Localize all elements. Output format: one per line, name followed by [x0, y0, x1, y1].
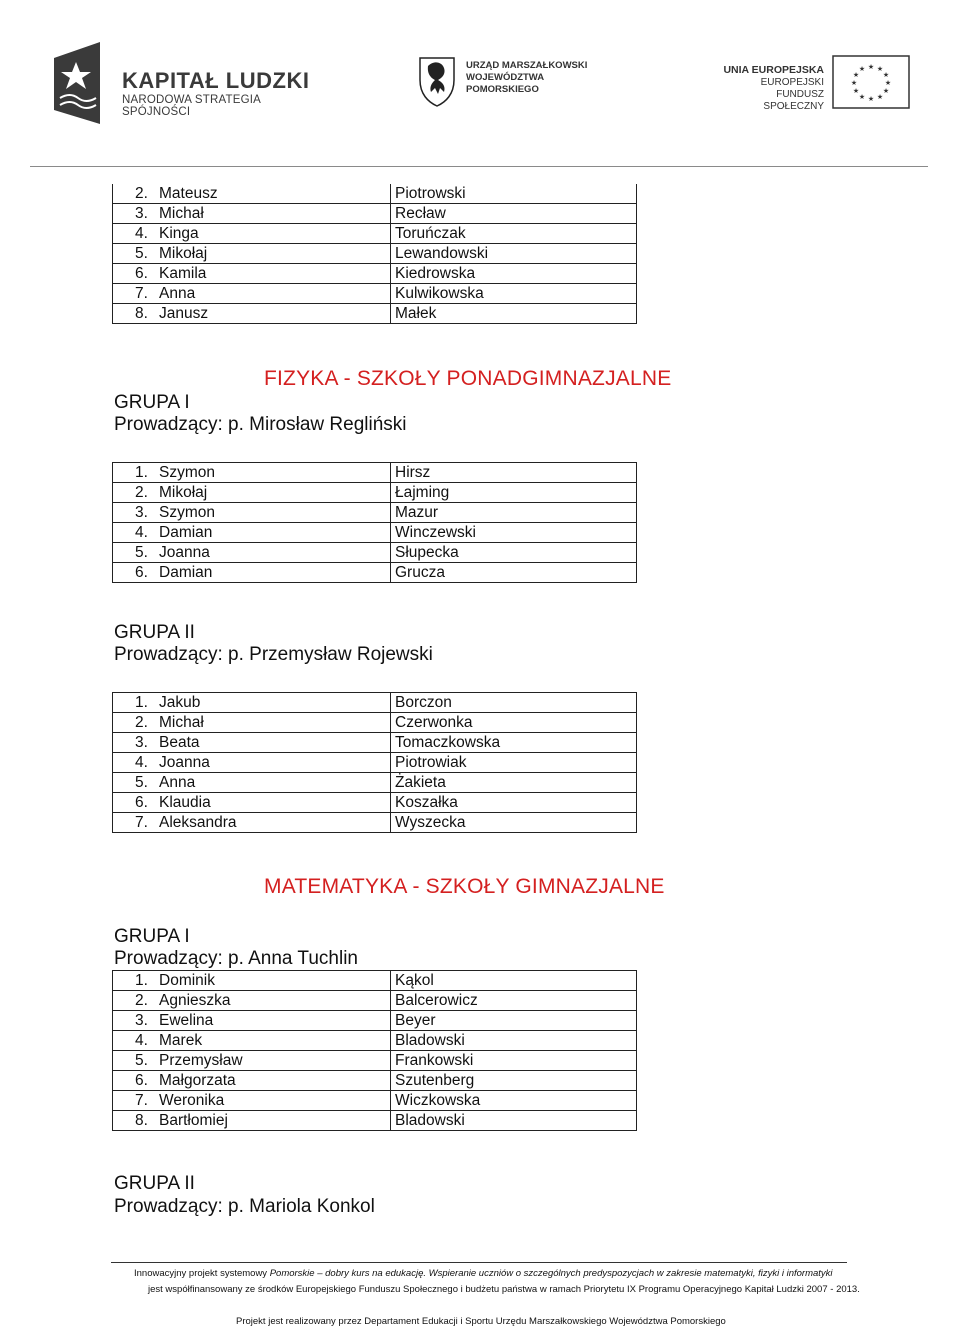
footer-line1 [134, 1268, 833, 1279]
last-name: Kiedrowska [391, 264, 637, 284]
first-name-cell [113, 1031, 391, 1051]
matematyka-group1-label: GRUPA I [114, 926, 190, 947]
first-name: Agnieszka [159, 992, 231, 1009]
first-name: Aleksandra [159, 814, 237, 831]
table-row [113, 184, 637, 204]
table-row [113, 224, 637, 244]
last-name: Toruńczak [391, 224, 637, 244]
first-name-cell [113, 184, 391, 204]
first-name-cell [113, 543, 391, 563]
table-row [113, 1071, 637, 1091]
row-number: 3. [135, 1012, 148, 1029]
svg-text:★: ★ [867, 95, 875, 103]
first-name-cell [113, 503, 391, 523]
matematyka-group1-table [112, 970, 637, 1131]
first-name: Joanna [159, 754, 210, 771]
table-row [113, 1111, 637, 1131]
first-name-cell [113, 1091, 391, 1111]
first-name-cell [113, 483, 391, 503]
first-name: Mikołaj [159, 484, 208, 501]
first-name: Dominik [159, 972, 215, 989]
first-name-cell [113, 753, 391, 773]
first-name: Jakub [159, 694, 201, 711]
svg-text:★: ★ [858, 65, 866, 73]
urzad-line1: URZĄD MARSZAŁKOWSKI [466, 60, 588, 71]
table-row [113, 463, 637, 483]
last-name: Tomaczkowska [391, 733, 637, 753]
row-number: 4. [135, 1032, 148, 1049]
first-name-cell [113, 304, 391, 324]
header-divider [30, 166, 928, 167]
row-number: 7. [135, 814, 148, 831]
urzad-line2: WOJEWÓDZTWA POMORSKIEGO [466, 72, 544, 95]
footer-line3: Projekt jest realizowany przez Departament Edukacji i Sportu Urzędu Marszałkowskiego Województwa Pomorskiego [236, 1316, 726, 1327]
first-name-cell [113, 713, 391, 733]
first-name: Anna [159, 774, 196, 791]
last-name: Lewandowski [391, 244, 637, 264]
table-row [113, 304, 637, 324]
last-name: Grucza [391, 563, 637, 583]
row-number: 1. [135, 694, 148, 711]
first-name: Małgorzata [159, 1072, 236, 1089]
first-name-cell [113, 204, 391, 224]
table-row [113, 204, 637, 224]
last-name: Mazur [391, 503, 637, 523]
first-name: Marek [159, 1032, 203, 1049]
last-name: Balcerowicz [391, 991, 637, 1011]
row-number: 8. [135, 1112, 148, 1129]
last-name: Beyer [391, 1011, 637, 1031]
last-name: Bladowski [391, 1031, 637, 1051]
first-name: Mikołaj [159, 245, 208, 262]
first-name-cell [113, 1051, 391, 1071]
svg-text:★: ★ [884, 79, 892, 87]
footer-divider [111, 1262, 847, 1263]
header [0, 0, 960, 170]
last-name: Koszałka [391, 793, 637, 813]
kapital-ludzki-logo [48, 40, 318, 130]
svg-text:★: ★ [867, 63, 875, 71]
fizyka-group2-table [112, 692, 637, 833]
table-row [113, 991, 637, 1011]
first-name: Kinga [159, 225, 199, 242]
row-number: 5. [135, 544, 148, 561]
first-name: Beata [159, 734, 200, 751]
last-name: Szutenberg [391, 1071, 637, 1091]
first-name: Janusz [159, 305, 209, 322]
first-name: Michał [159, 714, 204, 731]
last-name: Wiczkowska [391, 1091, 637, 1111]
table-row [113, 753, 637, 773]
table-row [113, 733, 637, 753]
ue-line3: FUNDUSZ SPOŁECZNY [763, 89, 824, 112]
table-row [113, 693, 637, 713]
eu-flag-icon [832, 55, 910, 109]
row-number: 2. [135, 185, 148, 202]
last-name: Piotrowski [391, 184, 637, 204]
kapital-ludzki-subtitle: NARODOWA STRATEGIA SPÓJNOŚCI [122, 94, 261, 118]
footer-line1-project: Pomorskie – dobry kurs na edukację. Wspieranie uczniów o szczególnych predyspozycjach w zakresie matematyki, fizyki i informatyki [269, 1268, 833, 1279]
last-name: Piotrowiak [391, 753, 637, 773]
last-name: Słupecka [391, 543, 637, 563]
last-name: Czerwonka [391, 713, 637, 733]
first-name: Damian [159, 564, 213, 581]
row-number: 6. [135, 265, 148, 282]
first-name: Michał [159, 205, 204, 222]
last-name: Recław [391, 204, 637, 224]
row-number: 6. [135, 564, 148, 581]
first-name-cell [113, 793, 391, 813]
svg-text:★: ★ [852, 87, 860, 95]
first-name: Klaudia [159, 794, 211, 811]
row-number: 2. [135, 992, 148, 1009]
last-name: Kąkol [391, 971, 637, 991]
last-name: Kulwikowska [391, 284, 637, 304]
first-name-cell [113, 813, 391, 833]
fizyka-group1-label: GRUPA I [114, 392, 190, 413]
svg-text:★: ★ [852, 71, 860, 79]
table-row [113, 523, 637, 543]
last-name: Małek [391, 304, 637, 324]
row-number: 7. [135, 285, 148, 302]
table-row [113, 1051, 637, 1071]
table-row [113, 1031, 637, 1051]
svg-text:★: ★ [882, 87, 890, 95]
first-name: Bartłomiej [159, 1112, 228, 1129]
last-name: Frankowski [391, 1051, 637, 1071]
last-name: Bladowski [391, 1111, 637, 1131]
ue-line2: EUROPEJSKI [760, 77, 824, 88]
footer-line1-lead: Innowacyjny projekt systemowy [134, 1268, 270, 1279]
table-row [113, 284, 637, 304]
table-row [113, 503, 637, 523]
table-row [113, 713, 637, 733]
first-name-cell [113, 244, 391, 264]
kapital-ludzki-emblem-icon [48, 40, 106, 126]
first-name-cell [113, 284, 391, 304]
first-name-cell [113, 523, 391, 543]
last-name: Hirsz [391, 463, 637, 483]
first-name-cell [113, 1071, 391, 1091]
first-name-cell [113, 264, 391, 284]
table-row [113, 793, 637, 813]
last-name: Łajming [391, 483, 637, 503]
svg-text:★: ★ [858, 93, 866, 101]
matematyka-group2-label: GRUPA II [114, 1173, 195, 1194]
urzad-marszalkowski-logo [416, 52, 616, 108]
first-name: Weronika [159, 1092, 225, 1109]
row-number: 5. [135, 774, 148, 791]
row-number: 4. [135, 225, 148, 242]
last-name: Wyszecka [391, 813, 637, 833]
fizyka-group1-leader: Prowadzący: p. Mirosław Regliński [114, 414, 407, 435]
first-name-cell [113, 563, 391, 583]
row-number: 7. [135, 1092, 148, 1109]
first-name: Joanna [159, 544, 210, 561]
table-row [113, 264, 637, 284]
row-number: 6. [135, 1072, 148, 1089]
first-name-cell [113, 971, 391, 991]
row-number: 2. [135, 484, 148, 501]
first-name-cell [113, 1111, 391, 1131]
table-row [113, 543, 637, 563]
row-number: 1. [135, 464, 148, 481]
row-number: 6. [135, 794, 148, 811]
svg-text:★: ★ [882, 71, 890, 79]
last-name: Żakieta [391, 773, 637, 793]
row-number: 1. [135, 972, 148, 989]
first-name-cell [113, 224, 391, 244]
first-name-cell [113, 1011, 391, 1031]
section-title-fizyka: FIZYKA - SZKOŁY PONADGIMNAZJALNE [264, 367, 672, 390]
first-name: Szymon [159, 464, 215, 481]
first-name-cell [113, 693, 391, 713]
table-row [113, 813, 637, 833]
row-number: 2. [135, 714, 148, 731]
table-row [113, 773, 637, 793]
table-row [113, 244, 637, 264]
svg-text:★: ★ [876, 93, 884, 101]
row-number: 3. [135, 504, 148, 521]
table-row [113, 971, 637, 991]
first-name: Kamila [159, 265, 207, 282]
svg-text:★: ★ [876, 65, 884, 73]
row-number: 4. [135, 754, 148, 771]
first-name: Ewelina [159, 1012, 214, 1029]
fizyka-group2-leader: Prowadzący: p. Przemysław Rojewski [114, 644, 433, 665]
table-row [113, 483, 637, 503]
row-number: 5. [135, 245, 148, 262]
fizyka-group2-label: GRUPA II [114, 622, 195, 643]
first-name: Szymon [159, 504, 215, 521]
first-name: Anna [159, 285, 196, 302]
row-number: 8. [135, 305, 148, 322]
row-number: 4. [135, 524, 148, 541]
table-row [113, 1011, 637, 1031]
first-name-cell [113, 991, 391, 1011]
first-name: Przemysław [159, 1052, 243, 1069]
matematyka-group2-leader: Prowadzący: p. Mariola Konkol [114, 1196, 375, 1217]
kapital-ludzki-title: KAPITAŁ LUDZKI [122, 68, 310, 93]
row-number: 3. [135, 205, 148, 222]
first-name: Damian [159, 524, 213, 541]
matematyka-group1-leader: Prowadzący: p. Anna Tuchlin [114, 948, 358, 969]
first-name-cell [113, 463, 391, 483]
last-name: Borczon [391, 693, 637, 713]
first-name: Mateusz [159, 185, 218, 202]
student-table-continued [112, 184, 637, 324]
unia-europejska-logo [716, 54, 912, 110]
footer-line2: jest współfinansowany ze środków Europejskiego Funduszu Społecznego i budżetu państwa w ramach Priorytetu IX Programu Operacyjnego Kapitał Ludzki 2007 - 2013. [148, 1284, 860, 1295]
fizyka-group1-table [112, 462, 637, 583]
ue-line1: UNIA EUROPEJSKA [723, 64, 824, 76]
first-name-cell [113, 733, 391, 753]
griffin-coat-of-arms-icon [416, 52, 458, 108]
first-name-cell [113, 773, 391, 793]
svg-text:★: ★ [850, 79, 858, 87]
last-name: Winczewski [391, 523, 637, 543]
table-row [113, 563, 637, 583]
section-title-matematyka: MATEMATYKA - SZKOŁY GIMNAZJALNE [264, 875, 665, 898]
table-row [113, 1091, 637, 1111]
row-number: 5. [135, 1052, 148, 1069]
row-number: 3. [135, 734, 148, 751]
